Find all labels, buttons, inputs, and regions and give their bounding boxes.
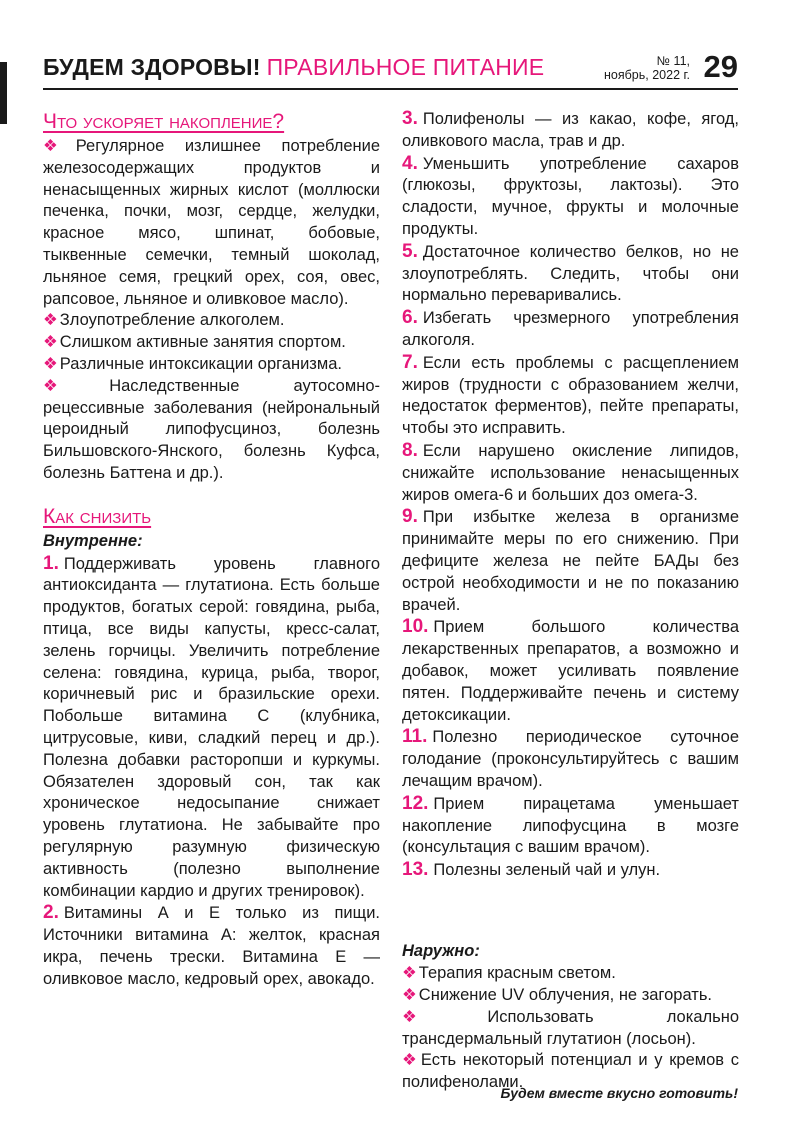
issue-date: ноябрь, 2022 г. — [604, 68, 690, 82]
numbered-item: 9. При избытке железа в организме принимайте меры по его снижению. При дефиците железа не пейте БАДы без острой необходимости и не по показанию врачей. — [402, 506, 739, 614]
section-heading-reduce: Как снизить — [43, 504, 152, 528]
item-number: 11. — [402, 726, 428, 748]
subheading-internal: Внутренне: — [43, 531, 143, 550]
bullet-item: ❖ Наследственные аутосомно-рецессивные заболевания (нейрональный цероидный липофусциноз, болезнь Бильшовского-Янского, болезнь Куфса, болезнь Баттена и др.). — [43, 376, 380, 482]
numbered-item: 4. Уменьшить употребление сахаров (глюкозы, фруктозы, лактозы). Это сладости, мучное, фрукты и молочные продукты. — [402, 152, 739, 238]
numbered-item: 11. Полезно периодическое суточное голодание (проконсультируйтесь с вашим лечащим врачом). — [402, 726, 739, 790]
numbered-item: 1. Поддерживать уровень главного антиоксиданта — глутатиона. Есть больше продуктов, богатых серой: говядина, рыба, птица, все виды капусты, кресс-салат, зелень горчицы. Увеличить потребление селена: говядина, курица, рыба, творог, коричневый рис и бразильские орехи. Побольше витамина С (клубника, цитрусовые, киви, сладкий перец и др.). Полезна добавки расторопши и куркумы. Обязателен здоровый сон, так как хроническое недосыпание снижает уровень глутатиона. Не забывайте про регулярную разумную физическую активность (полезно выполнение комбинации кардио и других тренировок). — [43, 552, 380, 900]
page-number: 29 — [703, 49, 738, 84]
header-title-black: БУДЕМ ЗДОРОВЫ! — [43, 54, 261, 80]
diamond-bullet-icon: ❖ — [402, 1051, 419, 1070]
numbered-item: 3. Полифенолы — из какао, кофе, ягод, оливкового масла, трав и др. — [402, 108, 739, 150]
diamond-bullet-icon: ❖ — [43, 354, 58, 373]
issue-info — [604, 54, 690, 82]
numbered-item: 7. Если есть проблемы с расщеплением жиров (трудности с образованием желчи, недостаток ферментов), пейте препараты, чтобы это исправить. — [402, 351, 739, 438]
item-number: 2. — [43, 902, 59, 924]
right-column — [402, 108, 739, 1094]
bullet-item: ❖ Злоупотребление алкоголем. — [43, 311, 285, 330]
item-number: 12. — [402, 792, 429, 814]
page-edge-marker — [0, 62, 7, 124]
item-number: 5. — [402, 240, 418, 262]
diamond-bullet-icon: ❖ — [402, 1007, 486, 1026]
bullet-item: ❖ Различные интоксикации организма. — [43, 354, 342, 373]
header-title-pink: ПРАВИЛЬНОЕ ПИТАНИЕ — [266, 54, 545, 80]
bullet-item: ❖ Слишком активные занятия спортом. — [43, 333, 346, 352]
bullet-item: ❖ Есть некоторый потенциал и у кремов с полифенолами. — [402, 1051, 740, 1092]
diamond-bullet-icon: ❖ — [43, 333, 58, 352]
header-title — [43, 54, 544, 81]
numbered-item — [402, 905, 739, 928]
bullet-item: ❖ Использовать локально трансдермальный глутатион (лосьон). — [402, 1007, 740, 1048]
item-number: 4. — [402, 152, 418, 174]
numbered-item: 2. Витамины А и Е только из пищи. Источники витамина А: желток, красная икра, печень трески. Витамина Е — оливковое масло, кедровый орех, авокадо. — [43, 902, 380, 988]
item-number: 8. — [402, 439, 418, 461]
item-number: 13. — [402, 859, 429, 881]
bullet-item: ❖ Снижение UV облучения, не загорать. — [402, 986, 712, 1005]
header-rule — [43, 88, 738, 90]
numbered-item: 5. Достаточное количество белков, но не злоупотреблять. Следить, чтобы они нормально переваривались. — [402, 240, 739, 305]
diamond-bullet-icon: ❖ — [402, 986, 417, 1005]
footer-signoff: Будем вместе вкусно готовить! — [500, 1085, 738, 1101]
numbered-item: 13. Полезны зеленый чай и улун. — [402, 859, 661, 881]
item-number: 7. — [402, 351, 418, 373]
numbered-item: 8. Если нарушено окисление липидов, снижайте использование ненасыщенных жиров омега-6 и больших доз омега-3. — [402, 439, 739, 504]
numbered-item: 6. Избегать чрезмерного употребления алкоголя. — [402, 307, 739, 349]
spacer — [43, 485, 380, 503]
item-number: 9. — [402, 506, 418, 528]
numbered-item: 10. Прием большого количества лекарственных препаратов, а возможно и добавок, может усиливать появление пятен. Поддерживайте печень и систему детоксикации. — [402, 616, 739, 724]
item-number: 3. — [402, 108, 418, 129]
item-number: 6. — [402, 307, 418, 329]
numbered-item — [402, 882, 739, 905]
page-header — [43, 46, 738, 86]
bullet-item: ❖ Терапия красным светом. — [402, 964, 616, 983]
spacer — [402, 927, 739, 941]
bullet-item: ❖ Регулярное излишнее потребление железосодержащих продуктов и ненасыщенных жирных кислот (моллюски печенка, почки, мозг, сердце, желудки, красное мясо, шпинат, бобовые, тыквенные семечки, темный шоколад, льняное семя, грецкий орех, соя, овес, рапсовое, льняное и оливковое масло). — [43, 137, 381, 308]
diamond-bullet-icon: ❖ — [43, 137, 74, 155]
issue-number: № 11, — [656, 54, 690, 68]
section-heading-accumulation: Что ускоряет накопление? — [43, 110, 285, 133]
diamond-bullet-icon: ❖ — [43, 311, 58, 330]
item-number: 1. — [43, 552, 59, 574]
diamond-bullet-icon: ❖ — [402, 964, 417, 983]
item-number: 10. — [402, 616, 429, 638]
diamond-bullet-icon: ❖ — [43, 376, 108, 395]
left-column — [43, 108, 380, 990]
subheading-external: Наружно: — [402, 942, 480, 961]
numbered-item: 12. Прием пирацетама уменьшает накопление липофусцина в мозге (консультация с вашим врачом). — [402, 792, 739, 857]
